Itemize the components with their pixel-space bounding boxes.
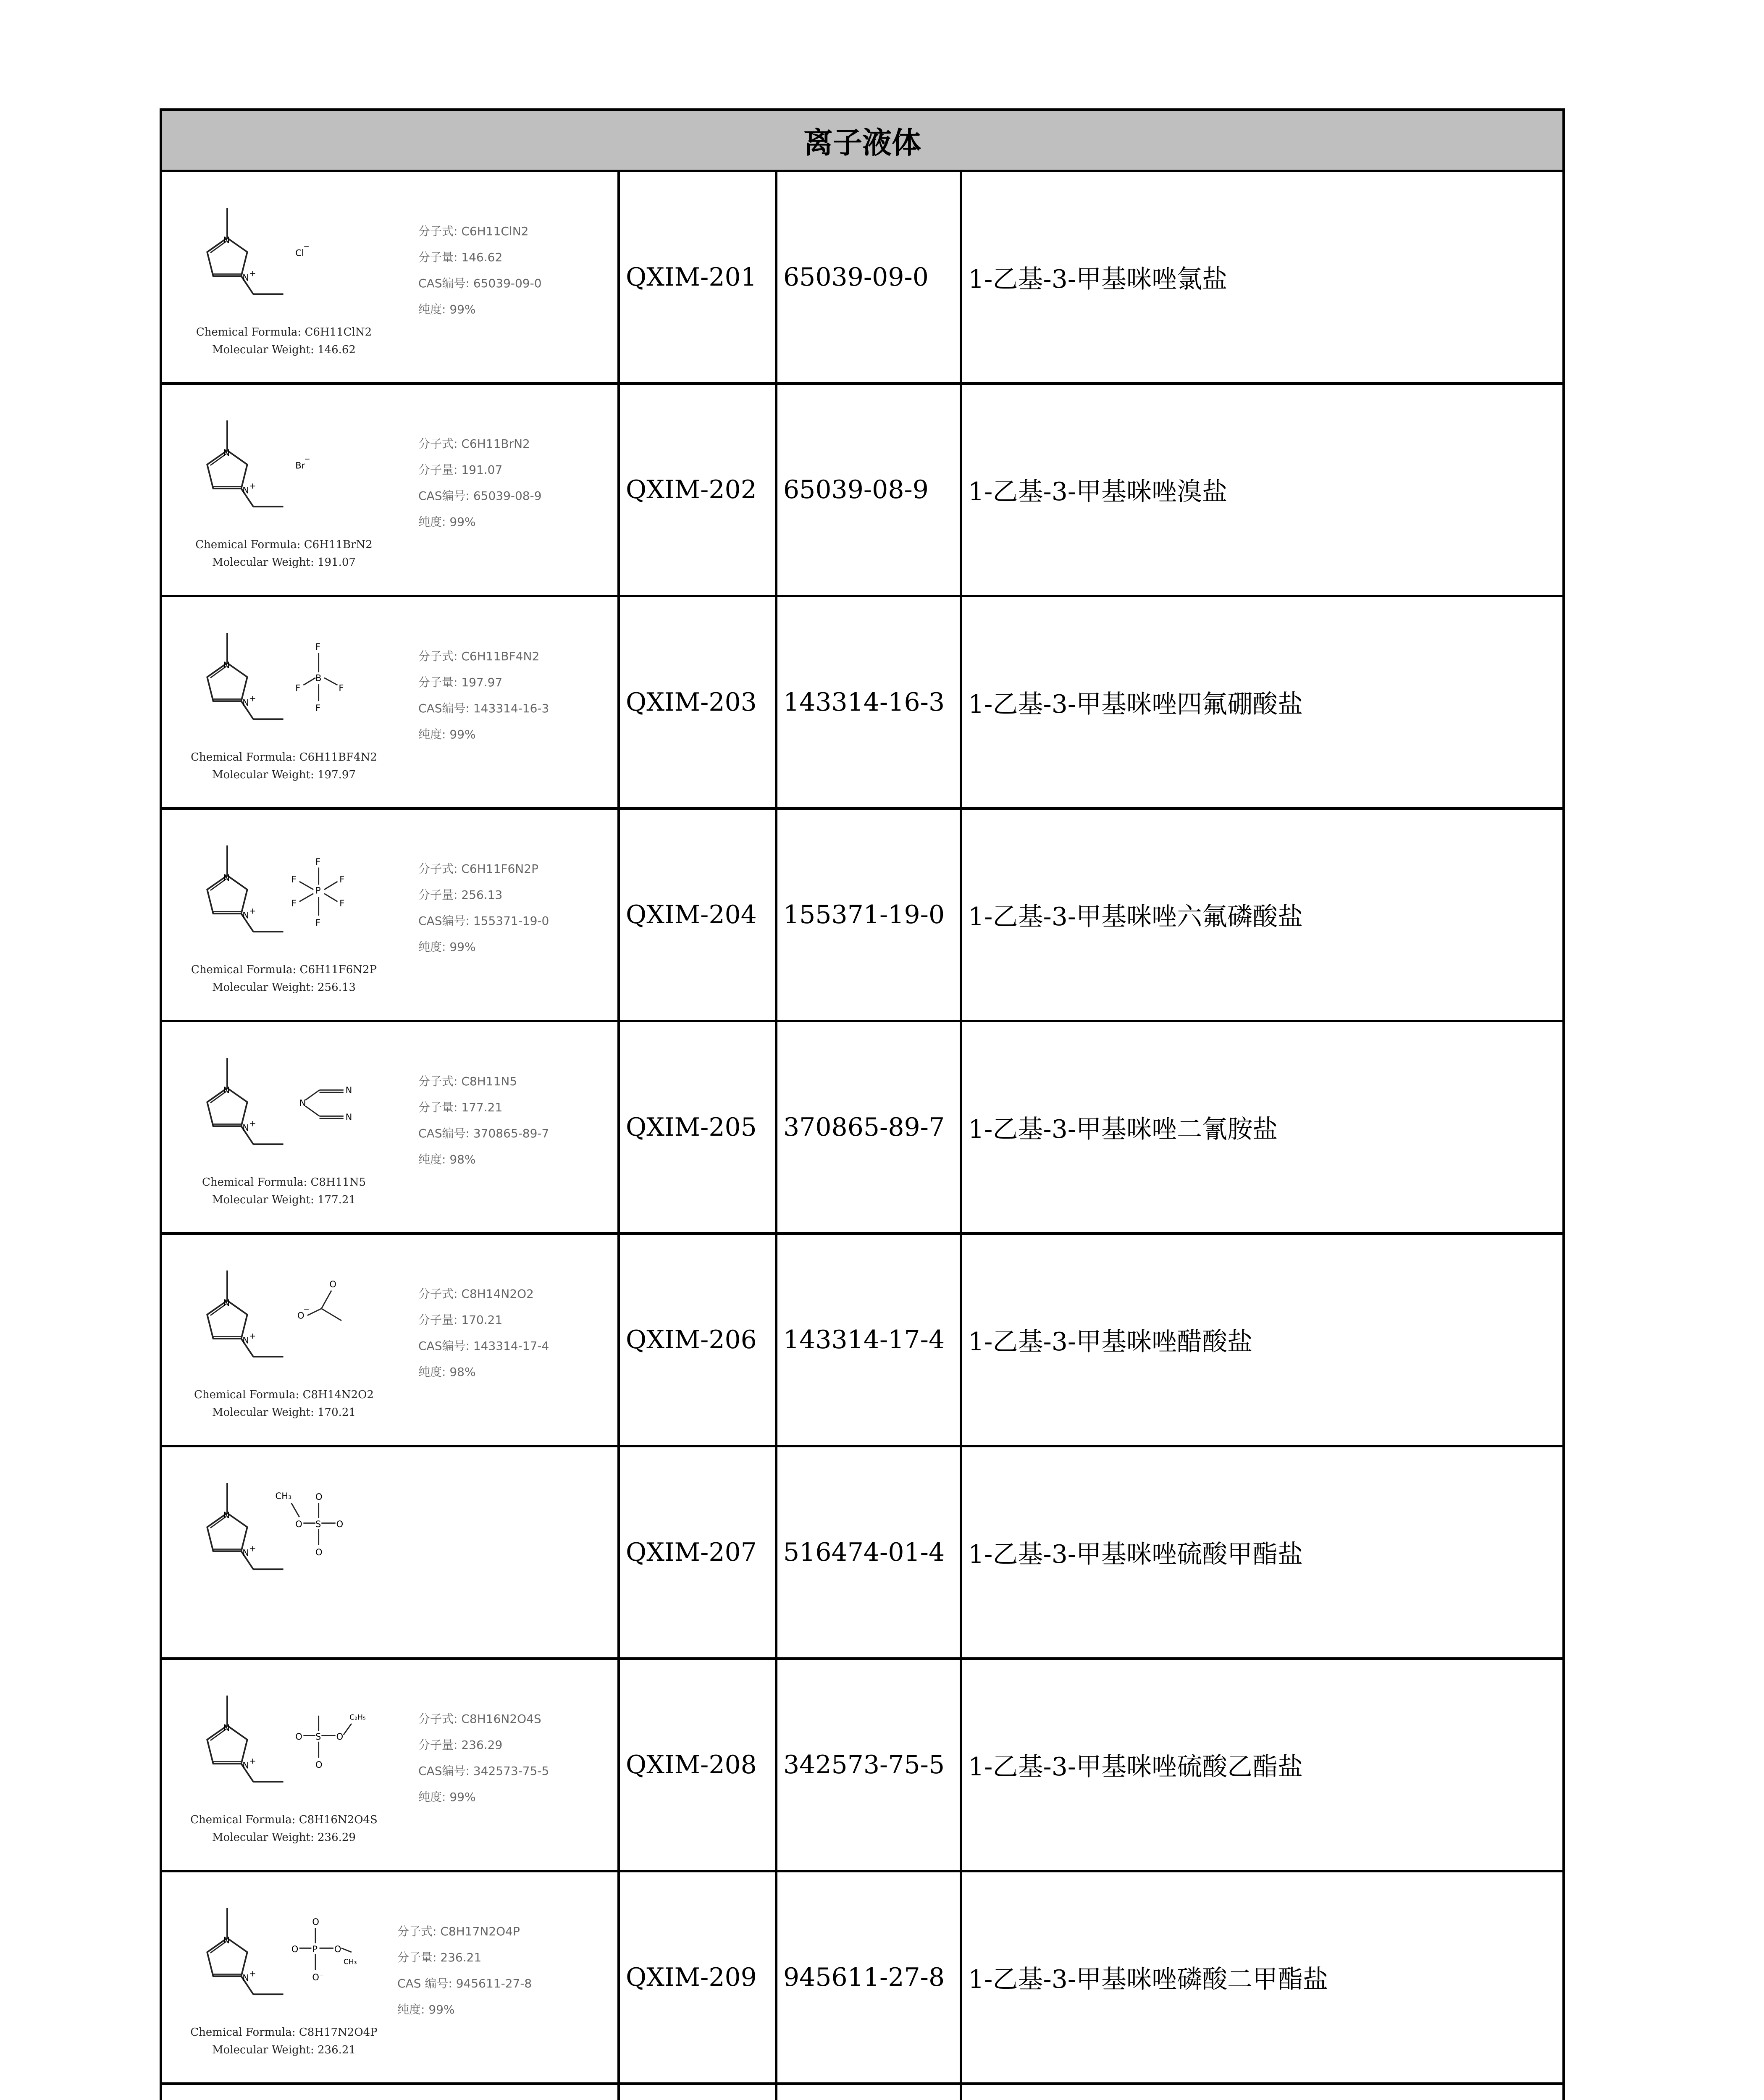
structure-cell [161,1234,619,1446]
spec-block [397,1919,532,2023]
cas-number: 143314-16-3 [776,596,961,808]
caption-formula: Chemical Formula: C8H16N2O4S [190,1814,378,1826]
svg-text:F: F [339,874,345,885]
svg-text:Cl: Cl [295,248,304,258]
svg-text:N: N [242,1760,249,1771]
structure-diagram [183,402,360,528]
caption-weight: Molecular Weight: 177.21 [212,1194,356,1206]
svg-text:N: N [242,485,249,496]
spec-cas: CAS编号: 143314-17-4 [418,1339,549,1353]
svg-text:F: F [295,683,301,693]
spec-cas: CAS编号: 370865-89-7 [418,1126,549,1140]
spec-cas: CAS 编号: 945611-27-8 [397,1977,532,1990]
table-row [161,171,1564,383]
svg-text:N: N [345,1085,352,1095]
caption-weight: Molecular Weight: 170.21 [212,1406,356,1419]
svg-text:F: F [315,856,321,867]
cas-number: 516474-01-4 [776,1446,961,1659]
spec-cas: CAS编号: 342573-75-5 [418,1764,549,1778]
structure-diagram [183,827,360,953]
spec-purity: 纯度: 99% [418,727,476,741]
structure-diagram [183,1252,360,1378]
product-code: QXIM-201 [619,171,776,383]
svg-text:N: N [242,273,249,283]
caption-weight: Molecular Weight: 146.62 [212,344,356,356]
product-code: QXIM-208 [619,1659,776,1871]
product-name: 1-乙基-3-甲基咪唑醋酸盐 [961,1234,1564,1446]
cas-number: 143314-17-4 [776,1234,961,1446]
spec-formula: 分子式: C6H11BrN2 [418,437,530,451]
product-code: QXIM-209 [619,1871,776,2084]
spec-block [418,856,549,960]
svg-text:B: B [315,673,322,683]
caption-formula: Chemical Formula: C6H11ClN2 [196,326,372,339]
structure-diagram [183,1889,360,2015]
caption-formula: Chemical Formula: C8H11N5 [202,1176,366,1189]
table-row [161,1021,1564,1234]
spec-purity: 纯度: 98% [418,1152,476,1166]
product-code: QXIM-202 [619,383,776,596]
caption-weight: Molecular Weight: 256.13 [212,981,356,994]
structure-diagram [183,189,360,315]
structure-cell [161,1871,619,2084]
structure-cell [161,808,619,1021]
caption-formula: Chemical Formula: C6H11BF4N2 [191,751,377,764]
svg-text:O: O [336,1732,344,1742]
spec-formula: 分子式: C6H11BF4N2 [418,649,540,663]
product-name: 1-乙基-3-甲基咪唑六氟磷酸盐 [961,808,1564,1021]
spec-purity: 纯度: 99% [418,1790,476,1804]
spec-block [418,643,549,748]
svg-text:−: − [303,1305,310,1314]
product-name: 1-乙基-3-甲基咪唑硫酸乙酯盐 [961,1659,1564,1871]
spec-formula: 分子式: C8H17N2O4P [397,1924,520,1938]
table-header-row [161,110,1564,171]
table-row [161,808,1564,1021]
table-title: 离子液体 [161,110,1564,171]
product-code [619,2084,776,2100]
svg-text:+: + [249,693,256,704]
caption-formula: Chemical Formula: C6H11F6N2P [191,963,377,976]
spec-formula: 分子式: C6H11F6N2P [418,862,538,876]
svg-text:N: N [223,1085,230,1095]
table-row [161,1871,1564,2084]
caption-formula: Chemical Formula: C6H11BrN2 [195,538,373,551]
svg-text:F: F [339,683,344,693]
svg-text:O: O [315,1547,323,1557]
structure-diagram [183,1464,360,1590]
svg-text:P: P [315,885,321,896]
product-code: QXIM-203 [619,596,776,808]
svg-text:CH₃: CH₃ [275,1491,292,1502]
cas-number: 945611-27-8 [776,1871,961,2084]
svg-text:+: + [249,1969,256,1979]
svg-text:CH₃: CH₃ [343,1958,357,1966]
structure-cell [161,1659,619,1871]
spec-weight: 分子量: 197.97 [418,675,503,689]
svg-text:+: + [249,481,256,491]
table-row [161,2084,1564,2100]
table-row [161,596,1564,808]
table-row [161,1446,1564,1659]
svg-text:−: − [303,242,310,251]
structure-diagram [183,1677,366,1803]
svg-text:N: N [242,1123,249,1133]
product-table [160,108,1562,2100]
cas-number: 155371-19-0 [776,808,961,1021]
svg-text:N: N [242,910,249,921]
caption-weight: Molecular Weight: 236.29 [212,1831,356,1844]
svg-text:+: + [249,1118,256,1129]
spec-weight: 分子量: 170.21 [418,1313,503,1327]
svg-text:O: O [336,1519,344,1529]
svg-text:F: F [339,898,345,909]
product-code: QXIM-204 [619,808,776,1021]
svg-text:N: N [242,1548,249,1558]
svg-text:F: F [315,917,321,928]
spec-formula: 分子式: C8H16N2O4S [418,1712,541,1726]
table-row [161,1659,1564,1871]
product-name [961,2084,1564,2100]
svg-text:N: N [299,1098,306,1108]
product-code: QXIM-205 [619,1021,776,1234]
structure-cell [161,1446,619,1659]
spec-block [418,1281,549,1385]
structure-cell [161,1021,619,1234]
spec-formula: 分子式: C8H11N5 [418,1074,517,1088]
spec-purity: 纯度: 99% [418,302,476,316]
cas-number: 342573-75-5 [776,1659,961,1871]
cas-number: 65039-09-0 [776,171,961,383]
svg-text:O: O [315,1759,323,1770]
svg-text:+: + [249,906,256,916]
svg-text:N: N [223,873,230,883]
spec-block [418,1068,549,1173]
product-name: 1-乙基-3-甲基咪唑硫酸甲酯盐 [961,1446,1564,1659]
svg-text:F: F [315,642,321,652]
spec-formula: 分子式: C8H14N2O2 [418,1287,534,1301]
product-name: 1-乙基-3-甲基咪唑氯盐 [961,171,1564,383]
svg-text:N: N [223,660,230,670]
svg-text:O⁻: O⁻ [312,1972,324,1982]
svg-text:+: + [249,268,256,278]
svg-text:O: O [334,1944,341,1954]
svg-text:F: F [291,874,297,885]
product-name: 1-乙基-3-甲基咪唑磷酸二甲酯盐 [961,1871,1564,2084]
structure-cell [161,2084,619,2100]
svg-text:P: P [312,1944,318,1954]
svg-text:N: N [242,1973,249,1983]
table-row [161,383,1564,596]
spec-block [418,218,542,323]
svg-text:N: N [223,1935,230,1945]
svg-text:N: N [223,235,230,245]
structure-diagram [183,1039,360,1165]
structure-cell [161,596,619,808]
svg-text:N: N [223,448,230,458]
svg-text:O: O [315,1492,323,1502]
svg-text:+: + [249,1756,256,1766]
product-name: 1-乙基-3-甲基咪唑溴盐 [961,383,1564,596]
svg-text:O: O [291,1944,299,1954]
svg-text:O: O [295,1519,302,1529]
product-code: QXIM-207 [619,1446,776,1659]
spec-cas: CAS编号: 65039-09-0 [418,276,542,290]
spec-purity: 纯度: 99% [418,940,476,954]
product-name: 1-乙基-3-甲基咪唑二氰胺盐 [961,1021,1564,1234]
cas-number: 370865-89-7 [776,1021,961,1234]
caption-weight: Molecular Weight: 236.21 [212,2044,356,2056]
spec-formula: 分子式: C6H11ClN2 [418,224,529,238]
svg-text:N: N [242,698,249,708]
svg-text:+: + [249,1331,256,1341]
spec-purity: 纯度: 98% [418,1365,476,1379]
svg-text:N: N [223,1723,230,1733]
structure-cell [161,171,619,383]
svg-text:O: O [295,1732,302,1742]
caption-weight: Molecular Weight: 191.07 [212,556,356,569]
svg-text:C₂H₅: C₂H₅ [349,1713,366,1722]
svg-text:−: − [304,455,310,464]
spec-cas: CAS编号: 143314-16-3 [418,701,549,715]
spec-weight: 分子量: 236.29 [418,1738,503,1752]
spec-purity: 纯度: 99% [418,515,476,529]
svg-text:N: N [223,1298,230,1308]
svg-text:N: N [242,1335,249,1346]
svg-text:F: F [291,898,297,909]
product-name: 1-乙基-3-甲基咪唑四氟硼酸盐 [961,596,1564,808]
svg-text:O: O [312,1917,319,1927]
spec-weight: 分子量: 146.62 [418,250,503,264]
cas-number: 65039-08-9 [776,383,961,596]
spec-weight: 分子量: 256.13 [418,888,503,902]
caption-formula: Chemical Formula: C8H17N2O4P [190,2026,378,2039]
spec-weight: 分子量: 236.21 [397,1950,482,1964]
svg-text:F: F [315,703,321,714]
product-code: QXIM-206 [619,1234,776,1446]
spec-block [418,1706,549,1810]
caption-weight: Molecular Weight: 197.97 [212,769,356,781]
structure-diagram [183,614,360,740]
spec-cas: CAS编号: 155371-19-0 [418,914,549,928]
svg-text:S: S [315,1732,321,1742]
cas-number [776,2084,961,2100]
spec-cas: CAS编号: 65039-08-9 [418,489,542,503]
svg-text:N: N [223,1510,230,1520]
svg-text:O: O [329,1279,336,1290]
svg-text:N: N [345,1112,352,1122]
spec-block [418,431,542,535]
caption-formula: Chemical Formula: C8H14N2O2 [194,1389,374,1401]
table-row [161,1234,1564,1446]
spec-weight: 分子量: 191.07 [418,463,503,477]
svg-text:+: + [249,1544,256,1554]
spec-weight: 分子量: 177.21 [418,1100,503,1114]
spec-purity: 纯度: 99% [397,2003,455,2016]
svg-text:S: S [315,1519,321,1529]
structure-cell [161,383,619,596]
svg-text:O: O [297,1310,304,1321]
svg-text:Br: Br [295,460,305,471]
